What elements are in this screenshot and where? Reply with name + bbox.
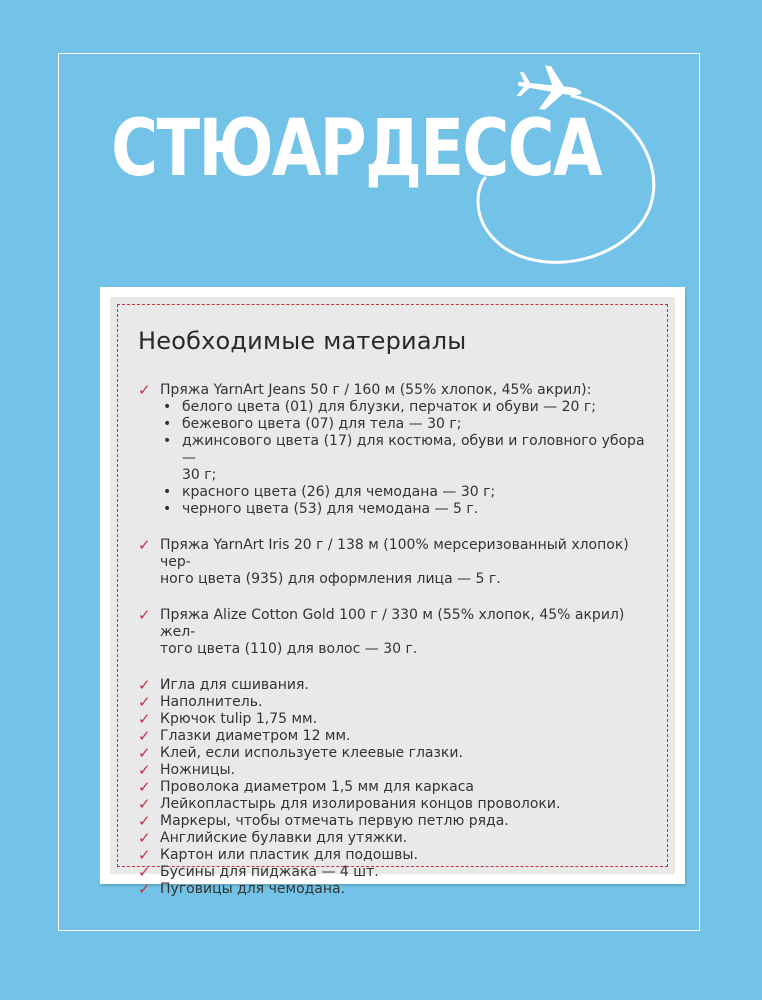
yarn-jeans-text: Пряжа YarnArt Jeans 50 г / 160 м (55% хлопок, 45% акрил): [160, 382, 592, 398]
list-item: • бежевого цвета (07) для тела — 30 г; [163, 416, 462, 432]
list-item-yarn-alize: ✓ Пряжа Alize Cotton Gold 100 г / 330 м (55% хлопок, 45% акрил) жел- того цвета (110) для волос — 30 г. [138, 606, 625, 657]
checkmark-icon: ✓ [138, 710, 151, 728]
bullet-icon: • [163, 433, 172, 449]
list-item-tool: ✓ Клей, если используете клеевые глазки. [138, 744, 463, 762]
materials-heading: Необходимые материалы [138, 327, 467, 355]
checkmark-icon: ✓ [138, 880, 151, 898]
list-item-tool: ✓ Наполнитель. [138, 693, 263, 711]
list-item: • белого цвета (01) для блузки, перчаток и обуви — 20 г; [163, 399, 596, 415]
checkmark-icon: ✓ [138, 606, 151, 624]
list-item-yarn-iris: ✓ Пряжа YarnArt Iris 20 г / 138 м (100% мерсеризованный хлопок) чер- ного цвета (935) для оформления лица — 5 г. [138, 536, 629, 587]
page-title: СТЮАРДЕССА [111, 104, 601, 194]
list-item-tool: ✓ Игла для сшивания. [138, 676, 309, 694]
checkmark-icon: ✓ [138, 812, 151, 830]
checkmark-icon: ✓ [138, 795, 151, 813]
bullet-icon: • [163, 416, 172, 432]
checkmark-icon: ✓ [138, 727, 151, 745]
checkmark-icon: ✓ [138, 693, 151, 711]
list-item-tool: ✓ Английские булавки для утяжки. [138, 829, 408, 847]
checkmark-icon: ✓ [138, 761, 151, 779]
materials-list [138, 382, 649, 898]
bullet-icon: • [163, 399, 172, 415]
bullet-icon: • [163, 484, 172, 500]
list-item-tool: ✓ Бусины для пиджака — 4 шт. [138, 863, 379, 881]
list-item-tool: ✓ Маркеры, чтобы отмечать первую петлю ряда. [138, 812, 509, 830]
list-item-tool: ✓ Глазки диаметром 12 мм. [138, 727, 351, 745]
list-item-tool: ✓ Лейкопластырь для изолирования концов проволоки. [138, 795, 561, 813]
checkmark-icon: ✓ [138, 381, 151, 399]
list-item-yarn-jeans [138, 382, 649, 518]
materials-card-inner [110, 297, 675, 898]
list-item-tool: ✓ Проволока диаметром 1,5 мм для каркаса [138, 778, 474, 796]
list-item-tool: ✓ Ножницы. [138, 761, 235, 779]
checkmark-icon: ✓ [138, 863, 151, 881]
list-item-tool: ✓ Картон или пластик для подошвы. [138, 846, 418, 864]
checkmark-icon: ✓ [138, 829, 151, 847]
checkmark-icon: ✓ [138, 744, 151, 762]
list-item-tool: ✓ Пуговицы для чемодана. [138, 880, 346, 898]
materials-card [100, 287, 685, 898]
yarn-jeans-colors [160, 399, 649, 518]
list-item: • джинсового цвета (17) для костюма, обуви и головного убора — [163, 433, 645, 466]
materials-card-dashed-border [117, 304, 668, 898]
checkmark-icon: ✓ [138, 778, 151, 796]
list-item: • красного цвета (26) для чемодана — 30 г; [163, 484, 496, 500]
checkmark-icon: ✓ [138, 846, 151, 864]
checkmark-icon: ✓ [138, 536, 151, 554]
list-item-tool: ✓ Крючок tulip 1,75 мм. [138, 710, 318, 728]
list-item: • черного цвета (53) для чемодана — 5 г. [163, 501, 479, 517]
list-item-continuation: 30 г; [182, 467, 217, 483]
checkmark-icon: ✓ [138, 676, 151, 694]
bullet-icon: • [163, 501, 172, 517]
